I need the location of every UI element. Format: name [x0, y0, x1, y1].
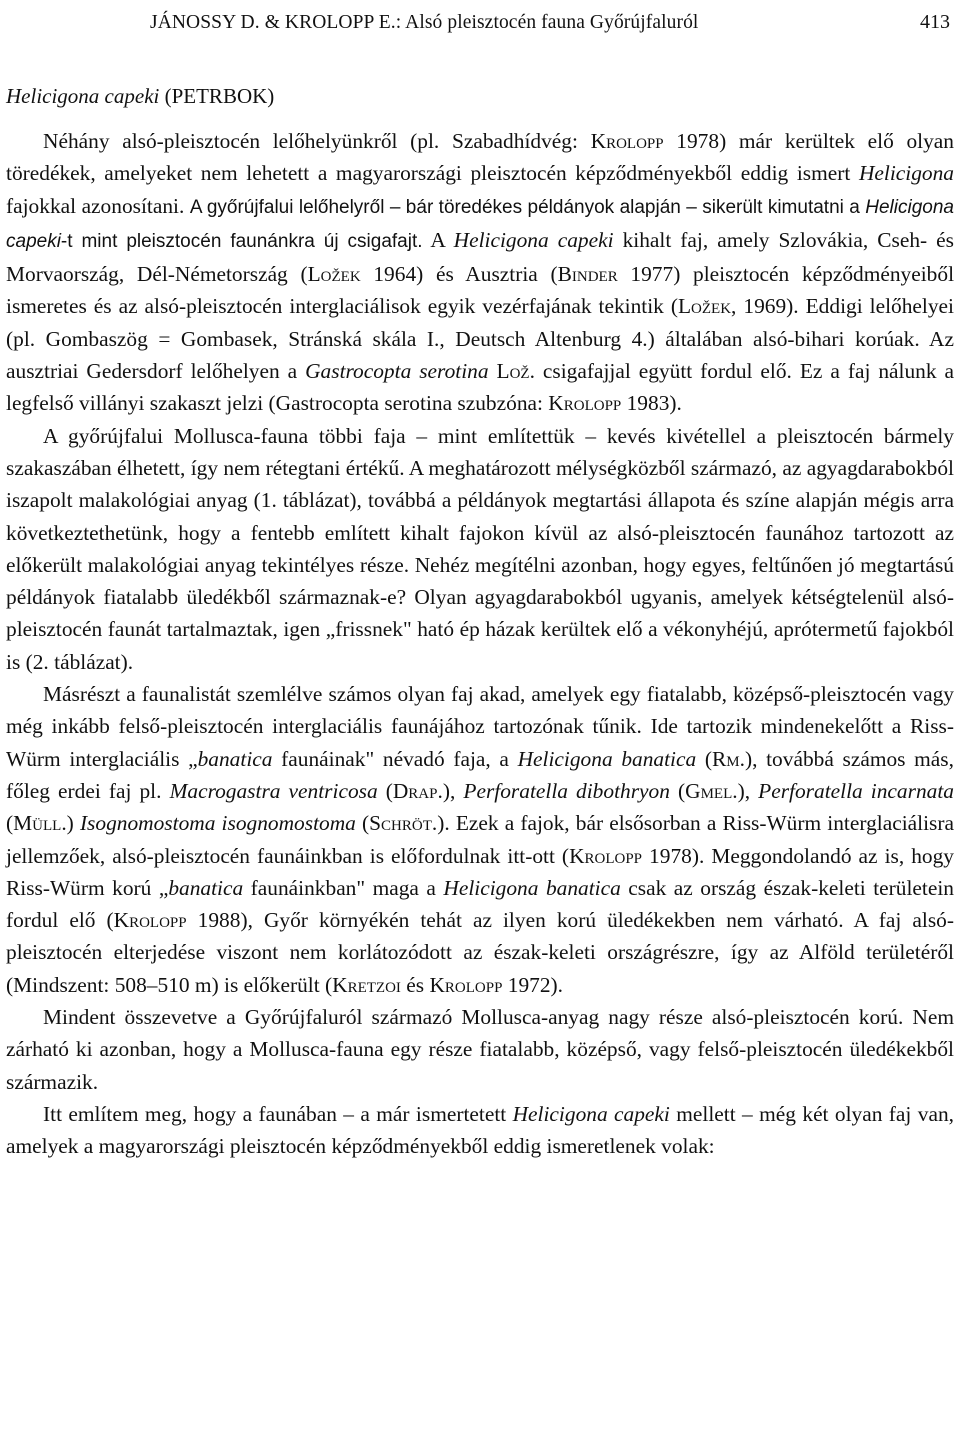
author-name: Ložek — [677, 294, 732, 319]
paragraph — [6, 1098, 954, 1163]
text-run: , 1969). Eddigi lelőhelyei (pl. Gombaszög = Gombasek, Stránská skála I., Deutsch Altenburg 4.) általában alsó-bihari korúak. Az ausztriai Gedersdorf lelőhelyen a — [6, 294, 954, 384]
text-run — [489, 359, 497, 383]
italic-text: Perforatella dibothryon — [463, 778, 670, 803]
italic-text: Helicigona capeki — [453, 227, 614, 252]
author-name: Kretzoi — [332, 972, 401, 997]
author-name: Rm — [712, 746, 740, 771]
text-run: . csigafajjal együtt fordul elő. Ez a faj nálunk a legfelső villányi szakaszt jelzi (Gastrocopta serotina szubzóna: — [6, 359, 955, 416]
text-run: ( — [696, 746, 712, 771]
author-name: Krolopp — [590, 129, 664, 153]
text-run: Másrészt a faunalistát szemlélve számos olyan faj akad, amelyek egy fiatalabb, középső-pleisztocén vagy még inkább felső-pleisztocén interglaciális faunájához tartozónak tűnik. Ide tartozik mindenekelőtt a Riss-Würm interglaciális „ — [6, 682, 954, 771]
author-name: Krolopp — [548, 391, 622, 416]
text-run: faunáinak" névadó faja, a — [272, 746, 518, 771]
text-run: ( — [377, 778, 393, 803]
text-run: és — [400, 972, 430, 997]
text-run: .) — [61, 811, 80, 836]
text-run: 1977) pleisztocén képződményeiből ismeretes és az alsó-pleisztocén interglaciálisok egyik vezérfajának tekintik ( — [6, 262, 955, 319]
inserted-species-name: Helicigona capeki — [6, 196, 954, 252]
paragraph — [6, 678, 954, 1001]
text-run: 1972). — [502, 972, 564, 997]
author-name: Binder — [557, 262, 618, 287]
text-run: .), — [437, 778, 464, 803]
italic-text: Helicigona banatica — [517, 746, 697, 771]
text-run: faunáinkban" maga a — [243, 875, 444, 900]
page-number: 413 — [920, 11, 950, 33]
running-header — [6, 2, 954, 42]
species-heading — [6, 79, 954, 113]
italic-text: banatica — [197, 746, 273, 771]
text-run: ( — [355, 811, 370, 836]
text-run: fajokkal azonosítani. — [6, 193, 190, 218]
author-name: Ložek — [307, 262, 361, 287]
paragraph — [6, 420, 954, 678]
text-run: .), — [732, 778, 759, 803]
inserted-sentence: -t mint pleisztocén faunánkra új csigafajt. — [60, 230, 423, 252]
text-run: 1983). — [621, 391, 682, 416]
text-run: 1978) már kerültek elő olyan töredékek, amelyeket nem lehetett a magyarországi pleisztocén képződményekből eddig ismert — [6, 129, 954, 186]
text-run: .). Ezek a fajok, bár elsősorban a Riss-Würm interglaciálisra jellemzőek, alsó-pleisztocén faunáinkban is előfordulnak itt-ott ( — [6, 811, 954, 868]
italic-text: Perforatella incarnata — [758, 778, 954, 803]
species-name: Helicigona capeki — [6, 84, 160, 108]
text-run: 1964) és Ausztria ( — [360, 262, 558, 287]
italic-text: banatica — [168, 875, 244, 900]
text-run: ( — [6, 811, 14, 836]
paragraph — [6, 1001, 954, 1098]
italic-text: Helicigona banatica — [443, 875, 621, 900]
inserted-sentence: A győrújfalui lelőhelyről – bár töredékes példányok alapján – sikerült kimutatni a — [189, 196, 866, 218]
text-run: Néhány alsó-pleisztocén lelőhelyünkről (pl. Szabadhídvég: — [43, 129, 591, 153]
author-name: Schröt — [369, 811, 432, 836]
text-run: ( — [669, 778, 686, 803]
author-name: Krolopp — [113, 908, 187, 933]
running-title: JÁNOSSY D. & KROLOPP E.: Alsó pleisztocén fauna Győrújfaluról — [150, 12, 699, 33]
text-run: A — [422, 227, 454, 252]
text-run: A győrújfalui Mollusca-fauna többi faja – mint említettük – kevés kivétellel a pleisztocén bármely szakaszában élhetett, így nem rétegtani értékű. A meghatározott mélységközből származó, az agyagdarabokból iszapolt malakológiai anyag (1. táblázat), továbbá a példányok megtartási állapota és színe alapján mégis arra következtethetünk, hogy a fentebb említett kihalt fajokon kívül az alsó-pleisztocén faunához tartozott az előkerült malakológiai anyag tekintélyes része. Nehéz megítélni azonban, hogy egyes, feltűnően jó megtartású példányok fiatalabb üledékből származnak-e? Olyan agyagdarabokból ugyanis, amelyek kétségtelenül alsó-pleisztocén faunát tartalmaztak, igen „frissnek" ható ép házak kerültek elő a vékonyhéjú, aprótermetű fajokból is (2. táblázat). — [6, 423, 954, 674]
body-text — [6, 125, 954, 1163]
text-run: 1988), Győr környékén tehát az ilyen korú üledékekben nem várható. A faj alsó-pleisztocén elterjedése viszont nem korlátozódott az észak-keleti országrészre, így az Alföld területéről (Mindszent: 508–510 m) is előkerült ( — [6, 908, 954, 997]
text-run: Itt említem meg, hogy a faunában – a már ismertetett — [43, 1101, 513, 1126]
author-name: Lož — [496, 359, 530, 384]
author-name: Drap — [392, 778, 438, 803]
species-author: (PETRBOK) — [164, 84, 275, 108]
author-name: Krolopp — [569, 843, 643, 868]
paragraph — [6, 125, 954, 420]
text-run: 1978). Meggondolandó az is, hogy Riss-Würm korú „ — [6, 843, 954, 900]
italic-text: Helicigona capeki — [512, 1101, 670, 1126]
italic-text: Isognomostoma isognomostoma — [79, 811, 356, 836]
text-run: kihalt faj, amely Szlovákia, Cseh- és Morvaország, Dél-Németország ( — [6, 227, 954, 287]
author-name: Gmel — [685, 778, 733, 803]
text-run: mellett – még két olyan faj van, amelyek a magyarországi pleisztocén képződményekből eddig ismeretlenek volak: — [6, 1101, 954, 1159]
italic-text: Gastrocopta serotina — [305, 359, 489, 384]
text-run: csak az ország észak-keleti területein fordul elő ( — [6, 875, 954, 933]
italic-text: Macrogastra ventricosa — [169, 778, 378, 803]
author-name: Müll — [13, 811, 62, 836]
text-run: Mindent összevetve a Győrújfaluról származó Mollusca-anyag nagy része alsó-pleisztocén korú. Nem zárható ki azonban, hogy a Mollusca-fauna egy része fiatalabb, középső, vagy felső-pleisztocén üledékekből származik. — [6, 1005, 954, 1094]
text-run: .), továbbá számos más, főleg erdei faj pl. — [6, 746, 954, 803]
author-name: Krolopp — [429, 972, 503, 997]
italic-text: Helicigona — [858, 161, 954, 186]
